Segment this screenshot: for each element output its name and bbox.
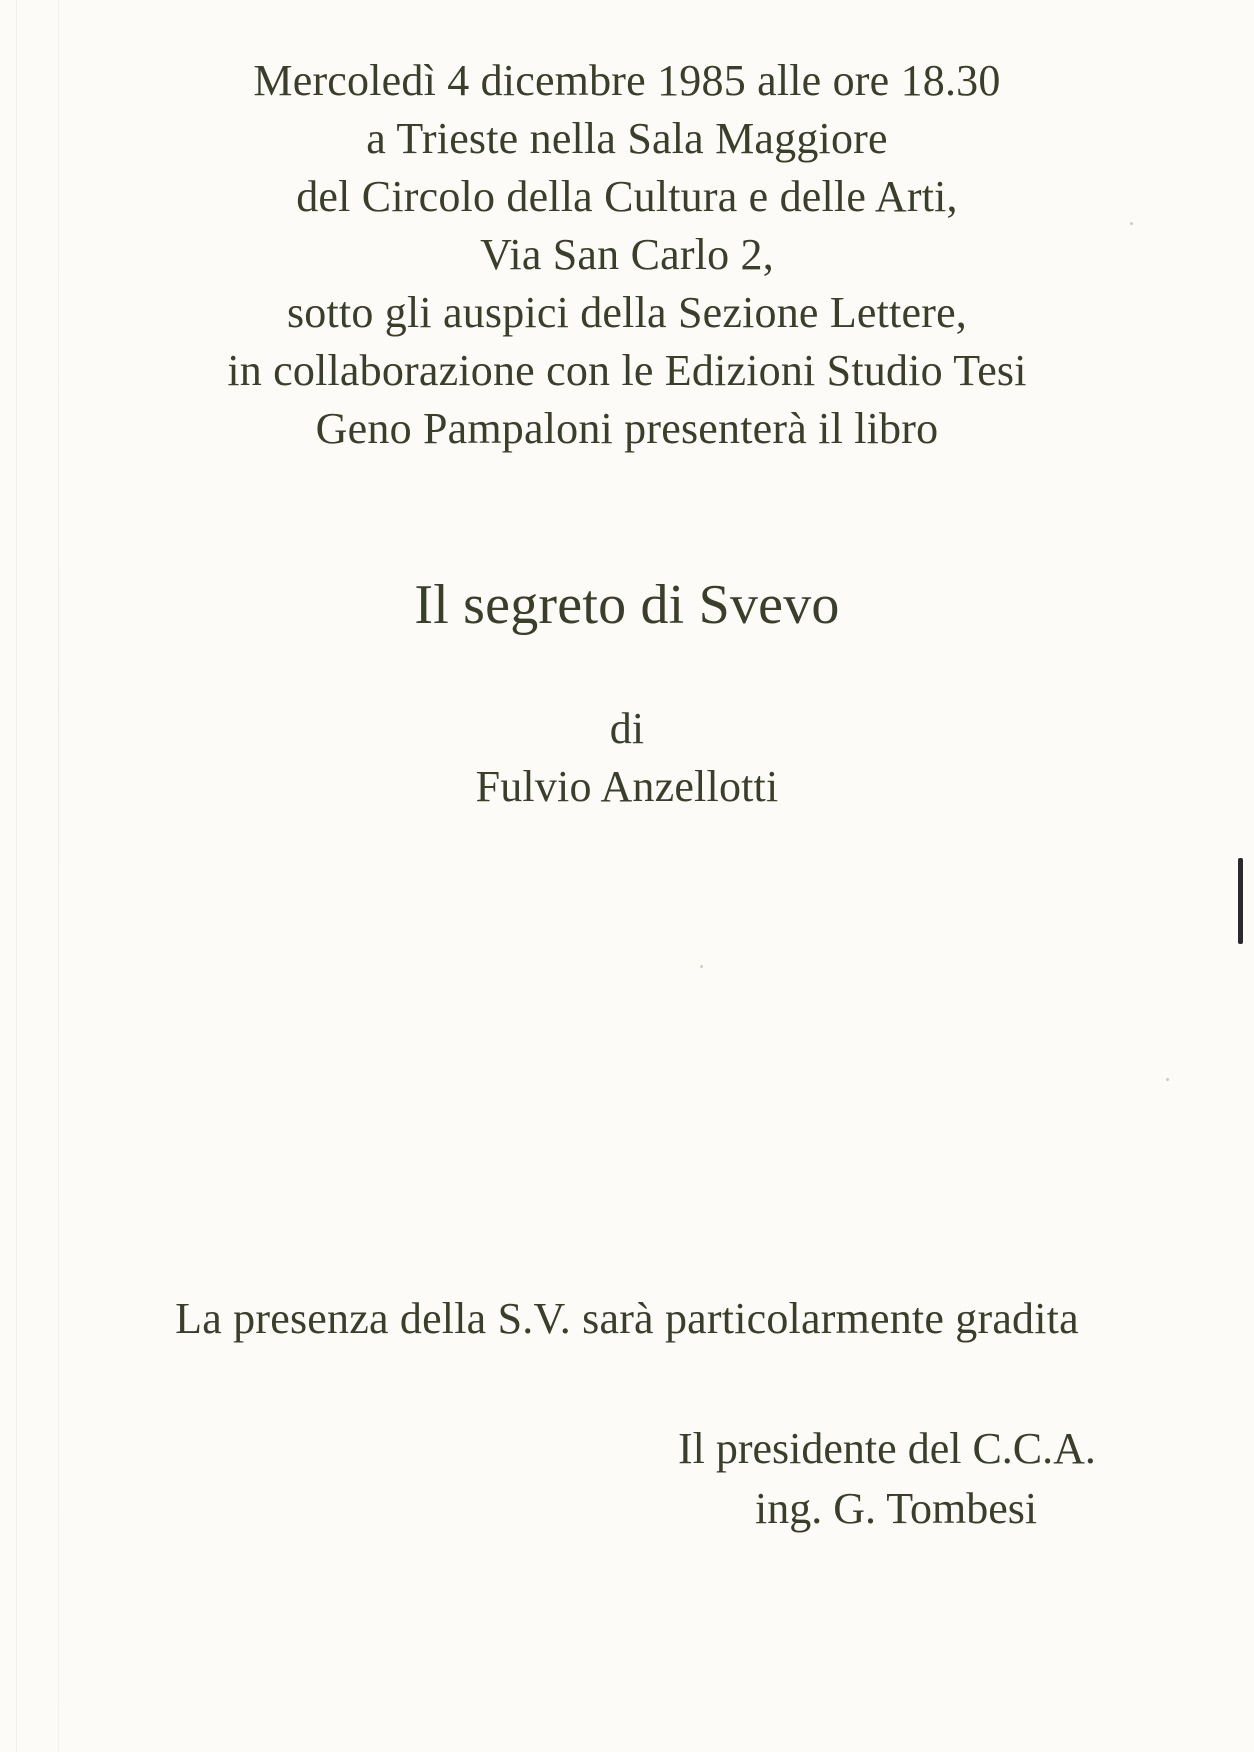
author-by: di — [609, 704, 645, 753]
intro-line-collaboration: in collaborazione con le Edizioni Studio Tesi — [227, 346, 1027, 395]
paper-speck — [700, 965, 703, 968]
signature-name: ing. G. Tombesi — [755, 1484, 1038, 1533]
intro-line-venue: a Trieste nella Sala Maggiore — [366, 114, 888, 163]
book-title: Il segreto di Svevo — [414, 574, 840, 636]
author-name: Fulvio Anzellotti — [475, 762, 779, 811]
signature-role: Il presidente del C.C.A. — [678, 1424, 1096, 1473]
intro-line-address: Via San Carlo 2, — [480, 230, 774, 279]
intro-line-presenter: Geno Pampaloni presenterà il libro — [315, 404, 939, 453]
intro-line-circle: del Circolo della Cultura e delle Arti, — [296, 172, 958, 221]
closing-line: La presenza della S.V. sarà particolarmente gradita — [175, 1294, 1079, 1343]
paper-speck — [1166, 1078, 1169, 1081]
intro-line-date: Mercoledì 4 dicembre 1985 alle ore 18.30 — [253, 56, 1001, 105]
intro-line-auspices: sotto gli auspici della Sezione Lettere, — [286, 288, 967, 337]
edge-mark — [1238, 858, 1243, 944]
